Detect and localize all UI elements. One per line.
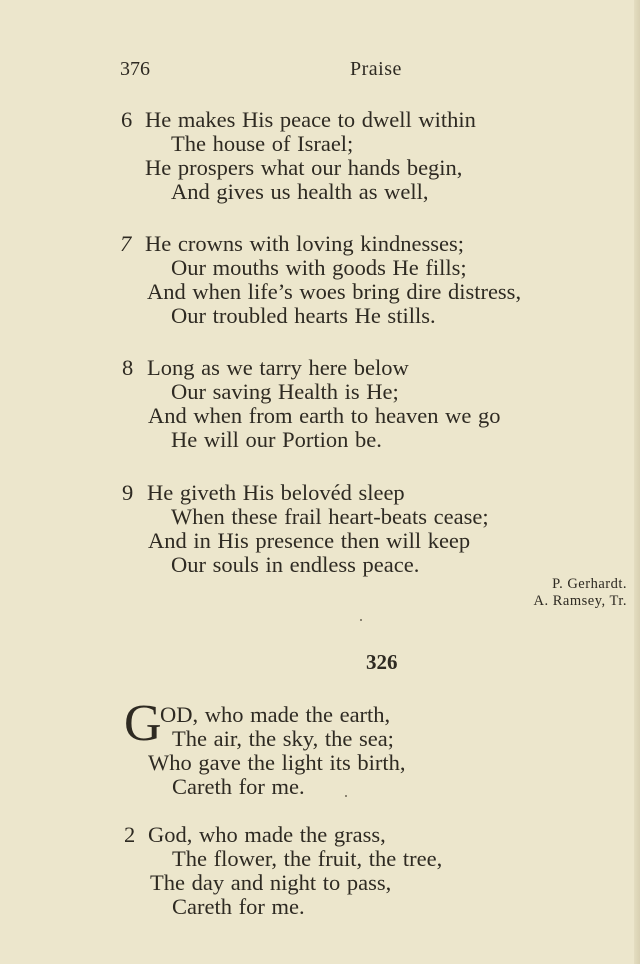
verse-line: When these frail heart-beats cease; (171, 504, 489, 529)
verse-line: OD, who made the earth, (160, 702, 391, 727)
verse-line: Our mouths with goods He fills; (171, 255, 467, 280)
running-title: Praise (350, 58, 402, 80)
verse-line: The air, the sky, the sea; (172, 726, 394, 751)
verse-line: And when life’s woes bring dire distress, (147, 279, 522, 304)
verse-line: He prospers what our hands begin, (145, 155, 463, 180)
verse-line: And gives us health as well, (171, 179, 429, 204)
stanza-number: 6 (121, 107, 133, 132)
verse-line: Our souls in endless peace. (171, 552, 420, 577)
verse-line: Careth for me. (172, 894, 305, 919)
verse-line: He will our Portion be. (171, 427, 382, 452)
page-number: 376 (120, 58, 150, 80)
verse-line: And when from earth to heaven we go (148, 403, 501, 428)
stanza-number: 8 (122, 355, 134, 380)
translator-attribution: A. Ramsey, Tr. (533, 593, 627, 609)
stanza-number: 9 (122, 480, 134, 505)
verse-line: Our saving Health is He; (171, 379, 399, 404)
verse-line: He giveth His belovéd sleep (147, 480, 405, 505)
verse-line: He makes His peace to dwell within (145, 107, 476, 132)
print-fleck (345, 795, 347, 797)
verse-line: The house of Israel; (171, 131, 354, 156)
print-fleck (360, 619, 362, 621)
verse-line: The flower, the fruit, the tree, (172, 846, 443, 871)
verse-line: God, who made the grass, (148, 822, 386, 847)
verse-line: And in His presence then will keep (148, 528, 471, 553)
verse-line: He crowns with loving kindnesses; (145, 231, 464, 256)
page-edge (634, 0, 640, 964)
stanza-number: 2 (124, 822, 136, 847)
verse-line: Long as we tarry here below (147, 355, 409, 380)
hymn-number: 326 (366, 650, 398, 674)
author-attribution: P. Gerhardt. (552, 576, 627, 592)
verse-line: Careth for me. (172, 774, 305, 799)
verse-line: Who gave the light its birth, (148, 750, 406, 775)
verse-line: Our troubled hearts He stills. (171, 303, 436, 328)
drop-cap: G (124, 695, 162, 752)
verse-line: The day and night to pass, (150, 870, 392, 895)
stanza-number: 7 (120, 231, 132, 256)
page-header (0, 58, 640, 88)
